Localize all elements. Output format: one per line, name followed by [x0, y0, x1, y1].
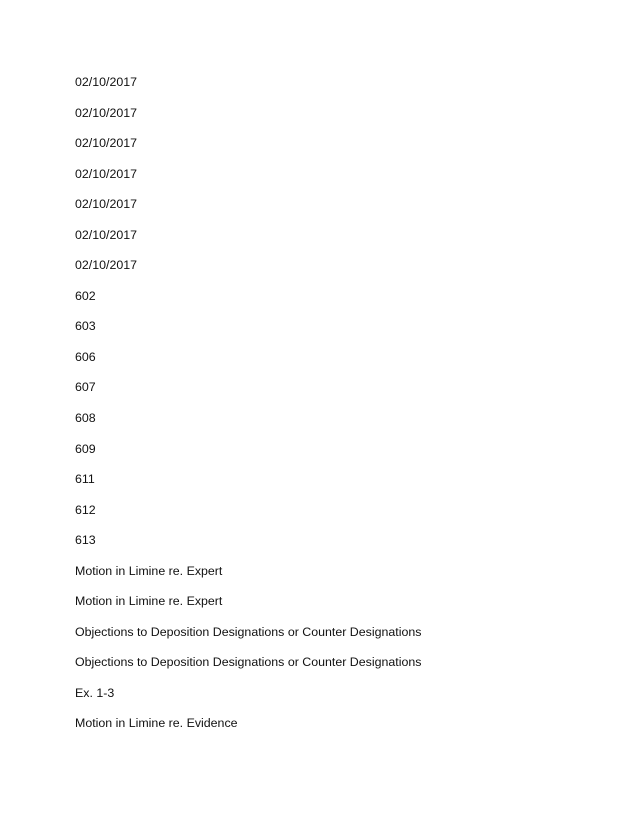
- number-line: 607: [75, 380, 96, 395]
- number-line: 606: [75, 349, 96, 364]
- date-line: 02/10/2017: [75, 105, 138, 120]
- number-line: 613: [75, 533, 96, 548]
- exhibit-line: Ex. 1-3: [75, 685, 115, 700]
- objection-line: Objections to Deposition Designations or Counter Designations: [75, 624, 422, 639]
- text-line-list: [75, 73, 421, 745]
- number-line: 609: [75, 441, 96, 456]
- date-line: 02/10/2017: [75, 136, 138, 151]
- date-line: 02/10/2017: [75, 166, 138, 181]
- motion-line: Motion in Limine re. Expert: [75, 594, 223, 609]
- number-line: 611: [75, 472, 95, 487]
- motion-line: Motion in Limine re. Expert: [75, 563, 223, 578]
- motion-line: Motion in Limine re. Evidence: [75, 716, 238, 731]
- number-line: 612: [75, 502, 96, 517]
- objection-line: Objections to Deposition Designations or Counter Designations: [75, 655, 422, 670]
- number-line: 603: [75, 319, 96, 334]
- date-line: 02/10/2017: [75, 227, 138, 242]
- number-line: 602: [75, 288, 96, 303]
- date-line: 02/10/2017: [75, 258, 138, 273]
- date-line: 02/10/2017: [75, 197, 138, 212]
- date-line: 02/10/2017: [75, 75, 138, 89]
- number-line: 608: [75, 411, 96, 426]
